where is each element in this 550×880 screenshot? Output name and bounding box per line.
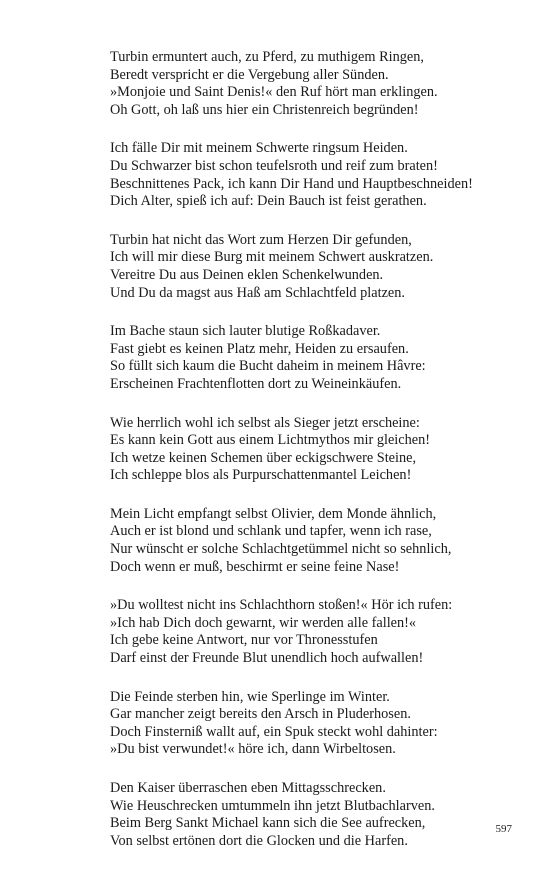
verse-line: Im Bache staun sich lauter blutige Roßkadaver. xyxy=(110,323,381,340)
verse-line: Turbin ermuntert auch, zu Pferd, zu muthigem Ringen, xyxy=(110,49,424,65)
verse-line: Wie herrlich wohl ich selbst als Sieger jetzt erscheine: xyxy=(110,414,420,431)
stanza xyxy=(110,597,540,667)
verse-line: Beschnittenes Pack, ich kann Dir Hand und Hauptbeschneiden! xyxy=(110,175,473,192)
verse-line: Nur wünscht er solche Schlachtgetümmel nicht so sehnlich, xyxy=(110,541,452,558)
stanza xyxy=(110,49,540,119)
verse-line: Auch er ist blond und schlank und tapfer, wenn ich rase, xyxy=(110,523,432,540)
stanza xyxy=(110,780,540,850)
stanza xyxy=(110,689,540,759)
verse-line: »Ich hab Dich doch gewarnt, wir werden alle fallen!« xyxy=(110,614,417,631)
stanza xyxy=(110,323,540,393)
page-number: 597 xyxy=(495,823,512,835)
verse-line: Beredt verspricht er die Vergebung aller Sünden. xyxy=(110,66,389,83)
verse-line: Beim Berg Sankt Michael kann sich die See aufrecken, xyxy=(110,815,426,832)
verse-line: So füllt sich kaum die Bucht daheim in meinem Hâvre: xyxy=(110,358,426,375)
verse-line: Und Du da magst aus Haß am Schlachtfeld platzen. xyxy=(110,284,405,301)
stanza xyxy=(110,232,540,302)
verse-line: »Monjoie und Saint Denis!« den Ruf hört man erklingen. xyxy=(110,84,438,101)
stanza xyxy=(110,140,540,210)
verse-line: Wie Heuschrecken umtummeln ihn jetzt Blutbachlarven. xyxy=(110,797,435,814)
poem xyxy=(110,49,540,871)
verse-line: Ich fälle Dir mit meinem Schwerte ringsum Heiden. xyxy=(110,140,408,157)
verse-line: »Du wolltest nicht ins Schlachthorn stoßen!« Hör ich rufen: xyxy=(110,597,453,614)
verse-line: Turbin hat nicht das Wort zum Herzen Dir gefunden, xyxy=(110,231,412,248)
verse-line: »Du bist verwundet!« höre ich, dann Wirbeltosen. xyxy=(110,741,396,758)
verse-line: Die Feinde sterben hin, wie Sperlinge im Winter. xyxy=(110,688,390,705)
verse-line: Mein Licht empfangt selbst Olivier, dem Monde ähnlich, xyxy=(110,505,437,522)
stanza xyxy=(110,506,540,576)
verse-line: Doch wenn er muß, beschirmt er seine feine Nase! xyxy=(110,558,400,575)
verse-line: Oh Gott, oh laß uns hier ein Christenreich begründen! xyxy=(110,101,419,118)
verse-line: Den Kaiser überraschen eben Mittagsschrecken. xyxy=(110,780,386,796)
verse-line: Gar mancher zeigt bereits den Arsch in Pluderhosen. xyxy=(110,706,411,723)
verse-line: Ich schleppe blos als Purpurschattenmantel Leichen! xyxy=(110,467,412,484)
stanza xyxy=(110,415,540,485)
verse-line: Doch Finsterniß wallt auf, ein Spuk steckt wohl dahinter: xyxy=(110,723,438,740)
verse-line: Fast giebt es keinen Platz mehr, Heiden zu ersaufen. xyxy=(110,340,409,357)
verse-line: Vereitre Du aus Deinen eklen Schenkelwunden. xyxy=(110,266,384,283)
verse-line: Von selbst ertönen dort die Glocken und die Harfen. xyxy=(110,832,408,849)
verse-line: Erscheinen Frachtenflotten dort zu Weineinkäufen. xyxy=(110,375,402,392)
verse-line: Ich gebe keine Antwort, nur vor Thronesstufen xyxy=(110,632,378,649)
verse-line: Dich Alter, spieß ich auf: Dein Bauch ist feist gerathen. xyxy=(110,193,427,210)
verse-line: Ich wetze keinen Schemen über eckigschwere Steine, xyxy=(110,449,417,466)
verse-line: Es kann kein Gott aus einem Lichtmythos mir gleichen! xyxy=(110,432,431,449)
verse-line: Ich will mir diese Burg mit meinem Schwert auskratzen. xyxy=(110,249,434,266)
verse-line: Darf einst der Freunde Blut unendlich hoch aufwallen! xyxy=(110,650,424,667)
verse-line: Du Schwarzer bist schon teufelsroth und reif zum braten! xyxy=(110,157,438,174)
